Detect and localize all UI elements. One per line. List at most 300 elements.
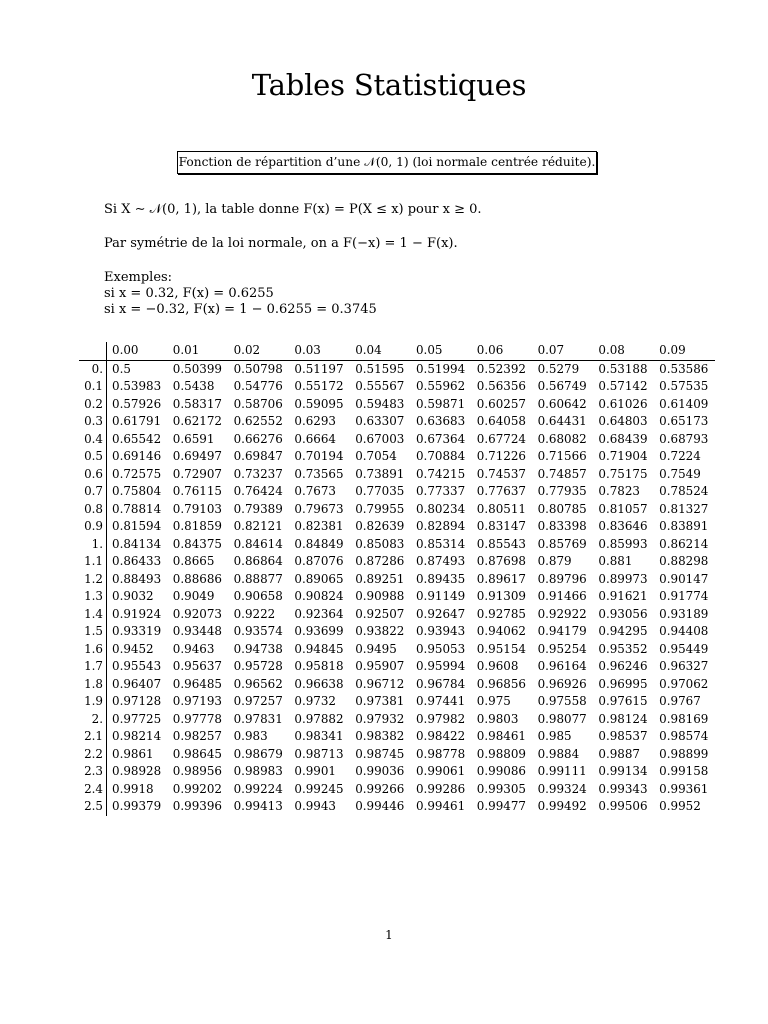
table-cell: 0.93189: [659, 606, 709, 621]
table-cell: 0.57535: [659, 379, 709, 393]
table-cell: 0.9608: [476, 659, 519, 673]
example-line-2: si x = −0.32, F(x) = 1 − 0.6255 = 0.3745: [104, 302, 377, 317]
table-cell: 0.7673: [294, 484, 336, 498]
table-cell: 0.97257: [233, 694, 283, 708]
table-cell: 0.72575: [112, 466, 162, 481]
row-header: 0.6: [79, 466, 107, 484]
table-cell: 0.99343: [598, 781, 648, 796]
table-cell: 0.97615: [598, 694, 648, 708]
table-cell: 0.89435: [415, 571, 466, 586]
table-cell: 0.99461: [415, 799, 466, 813]
table-cell: 0.99446: [355, 799, 405, 813]
table-cell: 0.9732: [294, 694, 336, 708]
table-cell: 0.93822: [355, 624, 405, 638]
table-row: [79, 396, 715, 414]
table-cell: 0.96856: [476, 676, 526, 691]
table-row: [79, 553, 715, 571]
table-cell: 0.9803: [476, 711, 519, 726]
table-cell: 0.82381: [294, 519, 344, 533]
row-header: 1.3: [79, 588, 107, 606]
table-cell: 0.97778: [172, 711, 222, 726]
table-cell: 0.73565: [294, 466, 344, 481]
table-cell: 0.83147: [476, 519, 526, 533]
table-cell: 0.65542: [112, 431, 162, 446]
table-cell: 0.94408: [659, 624, 709, 638]
table-cell: 0.72907: [172, 466, 222, 481]
table-cell: 0.61409: [659, 396, 709, 411]
table-cell: 0.99202: [172, 781, 222, 796]
table-row: [79, 693, 715, 711]
table-cell: 0.96164: [537, 659, 587, 673]
table-row: [79, 588, 715, 606]
table-cell: 0.975: [476, 694, 511, 708]
table-cell: 0.89251: [355, 571, 405, 586]
table-cell: 0.53586: [659, 361, 709, 376]
table-cell: 0.96712: [355, 676, 405, 691]
table-cell: 0.99413: [233, 799, 283, 813]
table-cell: 0.93056: [598, 606, 648, 621]
table-row: [79, 781, 715, 799]
table-cell: 0.63307: [355, 414, 405, 428]
table-cell: 0.5438: [172, 379, 215, 393]
table-cell: 0.82121: [233, 519, 283, 533]
table-row: [79, 658, 715, 676]
row-header: 1.4: [79, 606, 107, 624]
table-cell: 0.93319: [112, 624, 162, 638]
table-cell: 0.69146: [112, 449, 162, 463]
table-cell: 0.98422: [415, 729, 466, 743]
table-cell: 0.68439: [598, 431, 648, 446]
column-header: 0.09: [659, 343, 686, 357]
table-cell: 0.96562: [233, 676, 283, 691]
table-cell: 0.86433: [112, 554, 162, 568]
table-cell: 0.98124: [598, 711, 648, 726]
table-cell: 0.9049: [172, 589, 215, 603]
table-cell: 0.94062: [476, 624, 526, 638]
table-row: [79, 676, 715, 694]
table-cell: 0.67364: [415, 431, 466, 446]
table-cell: 0.97932: [355, 711, 405, 726]
table-cell: 0.9032: [112, 589, 154, 603]
table-corner-cell: [79, 342, 107, 360]
row-header: 1.1: [79, 553, 107, 571]
table-cell: 0.95728: [233, 659, 283, 673]
table-cell: 0.85314: [415, 536, 466, 551]
table-cell: 0.62172: [172, 414, 222, 428]
table-cell: 0.57926: [112, 396, 162, 411]
symmetry-text: Par symétrie de la loi normale, on a F(−x) = 1 − F(x).: [104, 236, 458, 251]
table-cell: 0.88493: [112, 571, 162, 586]
table-cell: 0.98899: [659, 746, 709, 761]
table-cell: 0.98214: [112, 729, 162, 743]
table-cell: 0.67003: [355, 431, 405, 446]
table-cell: 0.97882: [294, 711, 344, 726]
table-cell: 0.51994: [415, 361, 466, 376]
table-cell: 0.56749: [537, 379, 587, 393]
table-cell: 0.52392: [476, 361, 526, 376]
table-cell: 0.8665: [172, 554, 215, 568]
column-header: 0.01: [172, 343, 200, 357]
table-cell: 0.96485: [172, 676, 222, 691]
table-cell: 0.80234: [415, 501, 466, 516]
table-cell: 0.76115: [172, 484, 222, 498]
table-cell: 0.55567: [355, 379, 405, 393]
table-cell: 0.77637: [476, 484, 526, 498]
table-cell: 0.98077: [537, 711, 587, 726]
column-header: 0.05: [415, 343, 443, 357]
table-cell: 0.99134: [598, 764, 648, 778]
table-cell: 0.91149: [415, 589, 466, 603]
examples-heading: Exemples:: [104, 270, 173, 285]
table-cell: 0.51197: [294, 361, 344, 376]
table-cell: 0.879: [537, 554, 572, 568]
row-header: 0.1: [79, 378, 107, 396]
row-header: 1.5: [79, 623, 107, 641]
table-cell: 0.90658: [233, 589, 283, 603]
table-cell: 0.90147: [659, 571, 709, 586]
table-cell: 0.983: [233, 729, 268, 743]
column-header: 0.06: [476, 343, 504, 357]
table-cell: 0.84134: [112, 536, 162, 551]
table-cell: 0.50798: [233, 361, 283, 376]
table-cell: 0.56356: [476, 379, 526, 393]
table-cell: 0.98809: [476, 746, 526, 761]
table-cell: 0.86864: [233, 554, 283, 568]
table-cell: 0.84614: [233, 536, 283, 551]
table-cell: 0.98778: [415, 746, 466, 761]
table-cell: 0.97982: [415, 711, 466, 726]
table-cell: 0.94845: [294, 641, 344, 656]
table-cell: 0.91621: [598, 589, 648, 603]
table-cell: 0.9495: [355, 641, 397, 656]
table-cell: 0.87493: [415, 554, 466, 568]
table-cell: 0.80785: [537, 501, 587, 516]
table-row: [79, 623, 715, 641]
column-header: 0.00: [112, 343, 139, 357]
table-cell: 0.96638: [294, 676, 344, 691]
table-cell: 0.77935: [537, 484, 587, 498]
table-cell: 0.9767: [659, 694, 701, 708]
table-cell: 0.9452: [112, 641, 154, 656]
table-cell: 0.69847: [233, 449, 283, 463]
row-header: 1.6: [79, 641, 107, 659]
table-cell: 0.5: [112, 361, 131, 376]
table-cell: 0.55172: [294, 379, 344, 393]
table-cell: 0.79955: [355, 501, 405, 516]
table-cell: 0.70194: [294, 449, 344, 463]
row-header: 2.: [79, 711, 107, 729]
table-cell: 0.99266: [355, 781, 405, 796]
table-cell: 0.79103: [172, 501, 222, 516]
table-cell: 0.59483: [355, 396, 405, 411]
table-cell: 0.92785: [476, 606, 526, 621]
table-cell: 0.63683: [415, 414, 466, 428]
table-cell: 0.77035: [355, 484, 405, 498]
table-cell: 0.85543: [476, 536, 526, 551]
table-cell: 0.85083: [355, 536, 405, 551]
table-cell: 0.74537: [476, 466, 526, 481]
table-cell: 0.99111: [537, 764, 587, 778]
table-cell: 0.9222: [233, 606, 276, 621]
table-cell: 0.94179: [537, 624, 587, 638]
table-cell: 0.98645: [172, 746, 222, 761]
table-cell: 0.80511: [476, 501, 526, 516]
table-cell: 0.98341: [294, 729, 344, 743]
table-row: [79, 360, 715, 378]
table-cell: 0.97725: [112, 711, 162, 726]
table-cell: 0.99379: [112, 799, 162, 813]
table-cell: 0.78524: [659, 484, 709, 498]
table-cell: 0.81859: [172, 519, 222, 533]
table-row: [79, 571, 715, 589]
table-row: [79, 483, 715, 501]
table-cell: 0.97062: [659, 676, 709, 691]
row-header: 0.4: [79, 431, 107, 449]
table-cell: 0.69497: [172, 449, 222, 463]
column-header: 0.03: [294, 343, 321, 357]
table-cell: 0.99477: [476, 799, 526, 813]
table-cell: 0.98461: [476, 729, 526, 743]
table-cell: 0.83646: [598, 519, 648, 533]
table-cell: 0.95449: [659, 641, 709, 656]
table-cell: 0.67724: [476, 431, 526, 446]
table-cell: 0.9463: [172, 641, 215, 656]
row-header: 0.5: [79, 448, 107, 466]
table-cell: 0.99245: [294, 781, 344, 796]
table-cell: 0.71566: [537, 449, 587, 463]
examples-block: [104, 270, 377, 318]
table-cell: 0.97193: [172, 694, 222, 708]
table-cell: 0.94738: [233, 641, 283, 656]
table-cell: 0.93699: [294, 624, 344, 638]
table-cell: 0.9952: [659, 799, 701, 813]
table-cell: 0.6664: [294, 431, 336, 446]
table-cell: 0.95994: [415, 659, 466, 673]
table-cell: 0.96995: [598, 676, 648, 691]
table-cell: 0.93574: [233, 624, 283, 638]
table-body: [79, 360, 715, 816]
table-cell: 0.59095: [294, 396, 344, 411]
table-cell: 0.53983: [112, 379, 162, 393]
table-cell: 0.54776: [233, 379, 283, 393]
table-cell: 0.58706: [233, 396, 283, 411]
table-cell: 0.75175: [598, 466, 648, 481]
column-header: 0.08: [598, 343, 625, 357]
table-cell: 0.95818: [294, 659, 344, 673]
table-cell: 0.7823: [598, 484, 640, 498]
table-cell: 0.73237: [233, 466, 283, 481]
table-cell: 0.96407: [112, 676, 162, 691]
table-cell: 0.62552: [233, 414, 283, 428]
table-cell: 0.98382: [355, 729, 405, 743]
table-cell: 0.88877: [233, 571, 283, 586]
table-cell: 0.92073: [172, 606, 222, 621]
table-cell: 0.89796: [537, 571, 587, 586]
table-cell: 0.64431: [537, 414, 587, 428]
table-cell: 0.68082: [537, 431, 587, 446]
row-header: 1.: [79, 536, 107, 554]
table-cell: 0.78814: [112, 501, 162, 516]
column-header: 0.04: [355, 343, 382, 357]
table-cell: 0.6293: [294, 414, 336, 428]
table-cell: 0.70884: [415, 449, 466, 463]
table-cell: 0.99158: [659, 764, 709, 778]
table-row: [79, 711, 715, 729]
table-cell: 0.96327: [659, 659, 709, 673]
table-row: [79, 448, 715, 466]
table-cell: 0.99305: [476, 781, 526, 796]
table-cell: 0.60257: [476, 396, 526, 411]
table-cell: 0.87698: [476, 554, 526, 568]
table-cell: 0.79389: [233, 501, 283, 516]
table-cell: 0.87076: [294, 554, 344, 568]
table-cell: 0.91924: [112, 606, 162, 621]
table-cell: 0.94295: [598, 624, 648, 638]
table-cell: 0.60642: [537, 396, 587, 411]
table-cell: 0.89973: [598, 571, 648, 586]
table-cell: 0.71904: [598, 449, 648, 463]
table-cell: 0.95543: [112, 659, 162, 673]
table-cell: 0.51595: [355, 361, 405, 376]
table-cell: 0.50399: [172, 361, 222, 376]
table-cell: 0.6591: [172, 431, 215, 446]
table-cell: 0.99224: [233, 781, 283, 796]
table-cell: 0.81057: [598, 501, 648, 516]
row-header: 0.2: [79, 396, 107, 414]
table-cell: 0.881: [598, 554, 633, 568]
table-cell: 0.90824: [294, 589, 344, 603]
row-header: 0.7: [79, 483, 107, 501]
table-cell: 0.97128: [112, 694, 162, 708]
table-cell: 0.82894: [415, 519, 466, 533]
table-cell: 0.74215: [415, 466, 466, 481]
table-cell: 0.98745: [355, 746, 405, 761]
table-cell: 0.985: [537, 729, 572, 743]
table-cell: 0.92364: [294, 606, 344, 621]
table-cell: 0.97831: [233, 711, 283, 726]
table-cell: 0.86214: [659, 536, 709, 551]
table-cell: 0.93943: [415, 624, 466, 638]
table-cell: 0.98713: [294, 746, 344, 761]
table-cell: 0.98928: [112, 764, 162, 778]
intro-text: Si X ∼ 𝒩(0, 1), la table donne F(x) = P(X ≤ x) pour x ≥ 0.: [104, 202, 482, 217]
table-cell: 0.98679: [233, 746, 283, 761]
table-cell: 0.87286: [355, 554, 405, 568]
row-header: 0.8: [79, 501, 107, 519]
table-cell: 0.99396: [172, 799, 222, 813]
row-header: 0.9: [79, 518, 107, 536]
table-cell: 0.77337: [415, 484, 466, 498]
row-header: 2.1: [79, 728, 107, 746]
table-cell: 0.92647: [415, 606, 466, 621]
table-cell: 0.96246: [598, 659, 648, 673]
table-cell: 0.99324: [537, 781, 587, 796]
table-cell: 0.66276: [233, 431, 283, 446]
table-cell: 0.95352: [598, 641, 648, 656]
table-row: [79, 606, 715, 624]
table-cell: 0.64803: [598, 414, 648, 428]
table-row: [79, 746, 715, 764]
table-cell: 0.95907: [355, 659, 405, 673]
table-cell: 0.59871: [415, 396, 466, 411]
table-cell: 0.99086: [476, 764, 526, 778]
table-cell: 0.95254: [537, 641, 587, 656]
table-cell: 0.83891: [659, 519, 709, 533]
table-cell: 0.98169: [659, 711, 709, 726]
table-cell: 0.99036: [355, 764, 405, 778]
row-header: 1.9: [79, 693, 107, 711]
normal-distribution-table: [79, 342, 715, 816]
table-cell: 0.89617: [476, 571, 526, 586]
table-cell: 0.98983: [233, 764, 283, 778]
table-cell: 0.85993: [598, 536, 648, 551]
table-cell: 0.83398: [537, 519, 587, 533]
table-cell: 0.88686: [172, 571, 222, 586]
table-cell: 0.76424: [233, 484, 283, 498]
table-cell: 0.90988: [355, 589, 405, 603]
example-line-1: si x = 0.32, F(x) = 0.6255: [104, 286, 274, 301]
table-cell: 0.91466: [537, 589, 587, 603]
table-cell: 0.98257: [172, 729, 222, 743]
table-cell: 0.97381: [355, 694, 405, 708]
table-row: [79, 798, 715, 816]
table-cell: 0.61026: [598, 396, 648, 411]
table-cell: 0.75804: [112, 484, 162, 498]
table-cell: 0.7549: [659, 466, 701, 481]
table-cell: 0.96926: [537, 676, 587, 691]
table-row: [79, 518, 715, 536]
table-cell: 0.95154: [476, 641, 526, 656]
table-cell: 0.81594: [112, 519, 162, 533]
table-cell: 0.68793: [659, 431, 709, 446]
table-cell: 0.81327: [659, 501, 709, 516]
page-number: 1: [385, 928, 393, 942]
table-cell: 0.84849: [294, 536, 344, 551]
table-cell: 0.99286: [415, 781, 466, 796]
table-cell: 0.85769: [537, 536, 587, 551]
row-header: 0.: [79, 360, 107, 378]
table-cell: 0.61791: [112, 414, 162, 428]
table-cell: 0.99506: [598, 799, 648, 813]
table-cell: 0.74857: [537, 466, 587, 481]
row-header: 2.3: [79, 763, 107, 781]
table-header-row: [79, 342, 715, 360]
table-cell: 0.91309: [476, 589, 526, 603]
table-cell: 0.7224: [659, 449, 701, 463]
row-header: 1.8: [79, 676, 107, 694]
table-cell: 0.95637: [172, 659, 222, 673]
table-cell: 0.97558: [537, 694, 587, 708]
table-cell: 0.96784: [415, 676, 466, 691]
table-row: [79, 536, 715, 554]
table-cell: 0.88298: [659, 554, 709, 568]
table-cell: 0.98956: [172, 764, 222, 778]
table-cell: 0.98537: [598, 729, 648, 743]
table-cell: 0.9901: [294, 764, 336, 778]
table-cell: 0.58317: [172, 396, 222, 411]
table-cell: 0.53188: [598, 361, 648, 376]
table-row: [79, 431, 715, 449]
table-cell: 0.99061: [415, 764, 466, 778]
table-cell: 0.5279: [537, 361, 580, 376]
row-header: 2.2: [79, 746, 107, 764]
table-cell: 0.95053: [415, 641, 466, 656]
table-cell: 0.73891: [355, 466, 405, 481]
table-cell: 0.92507: [355, 606, 405, 621]
table-cell: 0.93448: [172, 624, 222, 638]
row-header: 1.2: [79, 571, 107, 589]
row-header: 1.7: [79, 658, 107, 676]
